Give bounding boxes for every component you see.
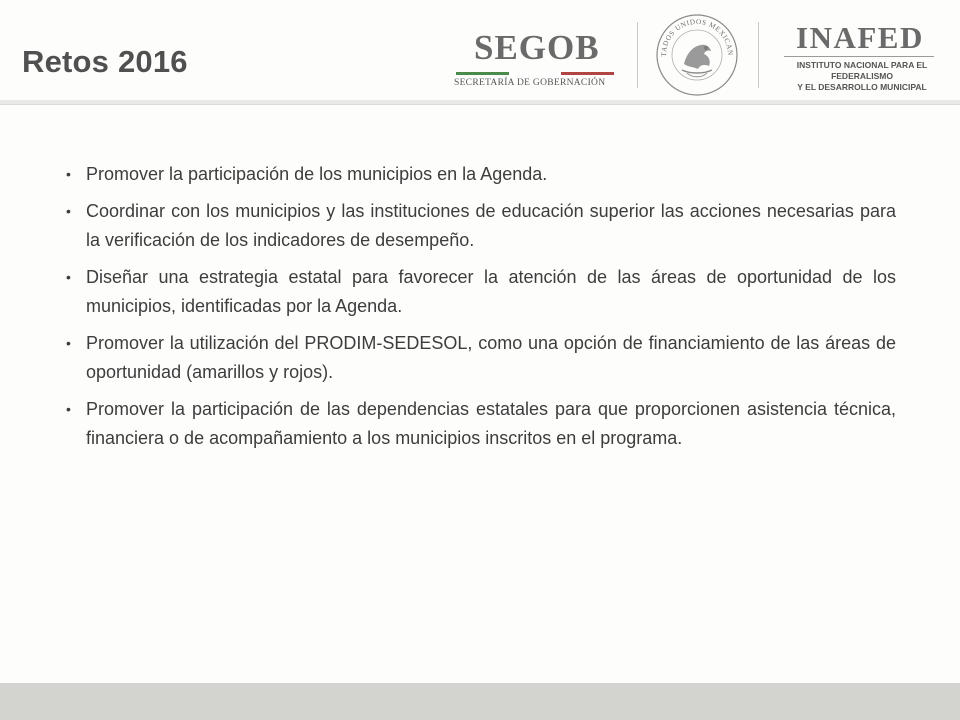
bullet-icon: • — [66, 335, 71, 351]
logo-rule — [784, 56, 934, 57]
seal-text: TADOS UNIDOS MEXICAN — [659, 17, 735, 57]
bullet-item — [64, 395, 896, 453]
bullet-icon: • — [66, 203, 71, 219]
bullet-text: Promover la utilización del PRODIM-SEDESOL, como una opción de financiamiento de las áreas de oportunidad (amarillos y rojos). — [86, 333, 896, 382]
inafed-logo-wordmark: INAFED — [796, 20, 924, 55]
bullet-item — [64, 197, 896, 255]
bullet-icon: • — [66, 401, 71, 417]
bullet-icon: • — [66, 269, 71, 285]
segob-logo-subtitle: SECRETARÍA DE GOBERNACIÓN — [454, 78, 606, 88]
header-divider — [0, 100, 960, 105]
segob-logo-wordmark: SEGOB — [474, 28, 600, 67]
inafed-logo-subtitle — [782, 60, 942, 93]
bullet-item — [64, 160, 896, 189]
eagle-seal-icon — [654, 12, 740, 98]
bullet-item — [64, 263, 896, 321]
bullet-item — [64, 329, 896, 387]
slide-title: Retos 2016 — [22, 44, 188, 79]
logo-divider — [758, 22, 759, 88]
inafed-logo — [778, 18, 948, 98]
bullet-icon: • — [66, 166, 71, 182]
logo-divider — [637, 22, 638, 88]
footer-band — [0, 683, 960, 720]
bullet-text: Promover la participación de las dependencias estatales para que proporcionen asistencia técnica, financiera o de acompañamiento a los municipios inscritos en el programa. — [86, 399, 896, 448]
inafed-subtitle-line1: INSTITUTO NACIONAL PARA EL FEDERALISMO — [796, 60, 928, 81]
bullet-text: Promover la participación de los municipios en la Agenda. — [86, 164, 548, 184]
bullet-text: Coordinar con los municipios y las instituciones de educación superior las acciones necesarias para la verificación de los indicadores de desempeño. — [86, 201, 896, 250]
segob-logo — [450, 22, 620, 92]
flag-stripes — [456, 72, 614, 75]
national-seal — [654, 12, 740, 98]
bullet-text: Diseñar una estrategia estatal para favorecer la atención de las áreas de oportunidad de los municipios, identificadas por la Agenda. — [86, 267, 896, 316]
bullet-list — [64, 160, 896, 453]
inafed-subtitle-line2: Y EL DESARROLLO MUNICIPAL — [797, 82, 927, 92]
